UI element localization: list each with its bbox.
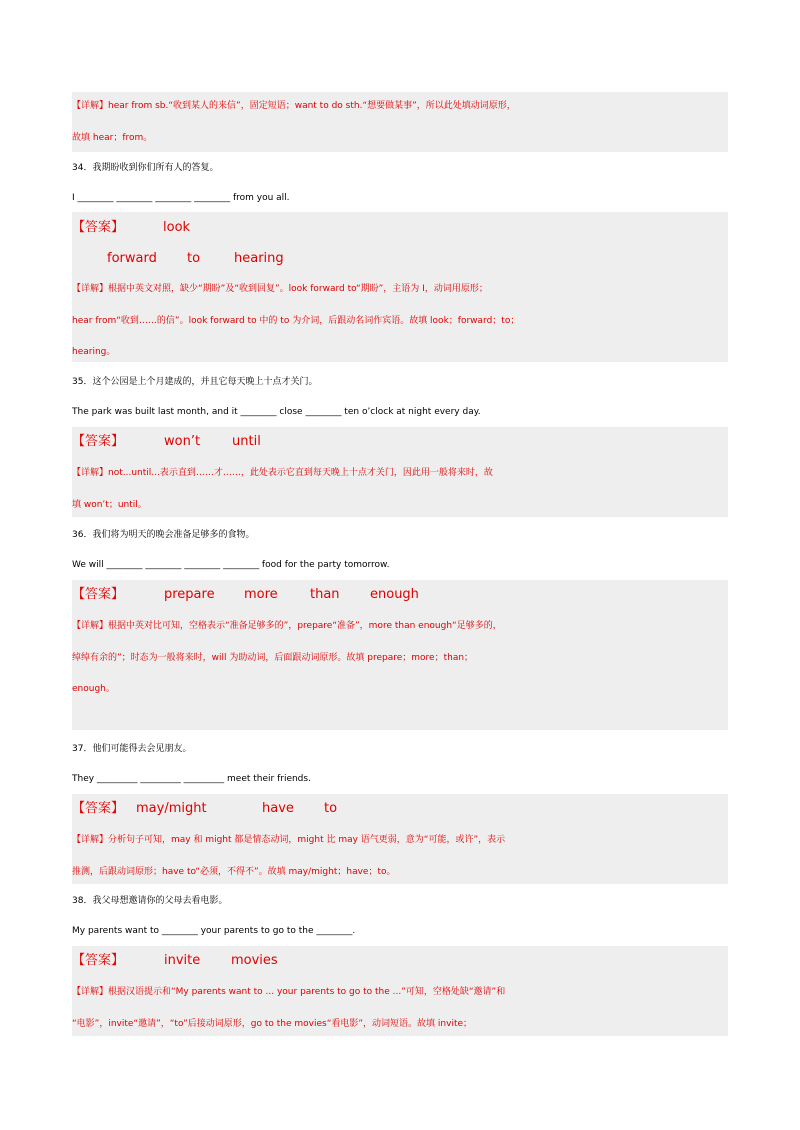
q37-answer-label: 【答案】 xyxy=(72,801,125,816)
q38-question: 38．我父母想邀请你的父母去看电影。 xyxy=(72,896,228,906)
q35-sentence: The park was built last month, and it ________ close ________ ten o’clock at night every day. xyxy=(72,407,481,417)
q38-answer-1: invite xyxy=(164,953,201,968)
q35-answer-2: until xyxy=(232,434,261,449)
q34-question: 34．我期盼收到你们所有人的答复。 xyxy=(72,163,219,173)
q34-answer-3: to xyxy=(187,251,201,266)
q36-answer-3: than xyxy=(310,587,340,602)
q34-sentence: I ________ ________ ________ ________ from you all. xyxy=(72,193,290,203)
q34-answer-label: 【答案】 xyxy=(72,220,125,235)
q36-explain-line-3: enough。 xyxy=(72,684,115,694)
q37-answer-3: to xyxy=(324,801,338,816)
q38-explain-line-2: “电影”，invite“邀请”，“to”后接动词原形，go to the movies“看电影”，动词短语。故填 invite； xyxy=(72,1019,473,1029)
q33-explain-line-1: 【详解】hear from sb.“收到某人的来信”，固定短语；want to do sth.“想要做某事”，所以此处填动词原形， xyxy=(72,101,516,111)
q35-question: 35．这个公园是上个月建成的，并且它每天晚上十点才关门。 xyxy=(72,377,318,387)
q35-explain-line-2: 填 won’t；until。 xyxy=(72,500,147,510)
q36-answer-label: 【答案】 xyxy=(72,587,125,602)
q36-answer-1: prepare xyxy=(164,587,215,602)
q36-explain-line-1: 【详解】根据中英对比可知，空格表示“准备足够多的”，prepare“准备”，more than enough“足够多的， xyxy=(72,621,502,631)
q38-sentence: My parents want to ________ your parents to go to the ________. xyxy=(72,926,356,936)
q36-explain-line-2: 绰绰有余的”；时态为一般将来时，will 为助动词，后面跟动词原形。故填 prepare；more；than； xyxy=(72,653,474,663)
q37-sentence: They _________ _________ _________ meet their friends. xyxy=(72,774,311,784)
q37-explain-line-2: 推测，后跟动词原形；have to“必须，不得不”。故填 may/might；have；to。 xyxy=(72,867,396,877)
q37-question: 37．他们可能得去会见朋友。 xyxy=(72,744,192,754)
q37-explain-line-1: 【详解】分析句子可知，may 和 might 都是情态动词，might 比 may 语气更弱，意为“可能，或许”，表示 xyxy=(72,835,506,845)
q34-explain-line-1: 【详解】根据中英文对照，缺少“期盼”及“收到回复”。look forward to“期盼”，主语为 I，动词用原形； xyxy=(72,284,488,294)
q35-answer-label: 【答案】 xyxy=(72,434,125,449)
q34-answer-4: hearing xyxy=(234,251,284,266)
q35-explain-line-1: 【详解】not...until...表示直到……才……，此处表示它直到每天晚上十点才关门，因此用一般将来时，故 xyxy=(72,468,493,478)
q38-answer-2: movies xyxy=(231,953,278,968)
q36-answer-2: more xyxy=(244,587,278,602)
q37-answer-1: may/might xyxy=(136,801,207,816)
q34-explain-line-3: hearing。 xyxy=(72,347,116,357)
q34-explain-line-2: hear from“收到……的信”。look forward to 中的 to 为介词，后跟动名词作宾语。故填 look；forward；to； xyxy=(72,316,520,326)
q33-explain-line-2: 故填 hear；from。 xyxy=(72,133,153,143)
q36-sentence: We will ________ ________ ________ ________ food for the party tomorrow. xyxy=(72,560,390,570)
q36-answer-4: enough xyxy=(370,587,419,602)
q38-explain-line-1: 【详解】根据汉语提示和“My parents want to ... your parents to go to the ...”可知，空格处缺“邀请”和 xyxy=(72,987,506,997)
q38-answer-label: 【答案】 xyxy=(72,953,125,968)
q36-question: 36．我们将为明天的晚会准备足够多的食物。 xyxy=(72,530,255,540)
q34-answer-1: look xyxy=(163,220,191,235)
q35-answer-1: won’t xyxy=(164,434,201,449)
q37-answer-2: have xyxy=(262,801,294,816)
q34-answer-2: forward xyxy=(107,251,157,266)
